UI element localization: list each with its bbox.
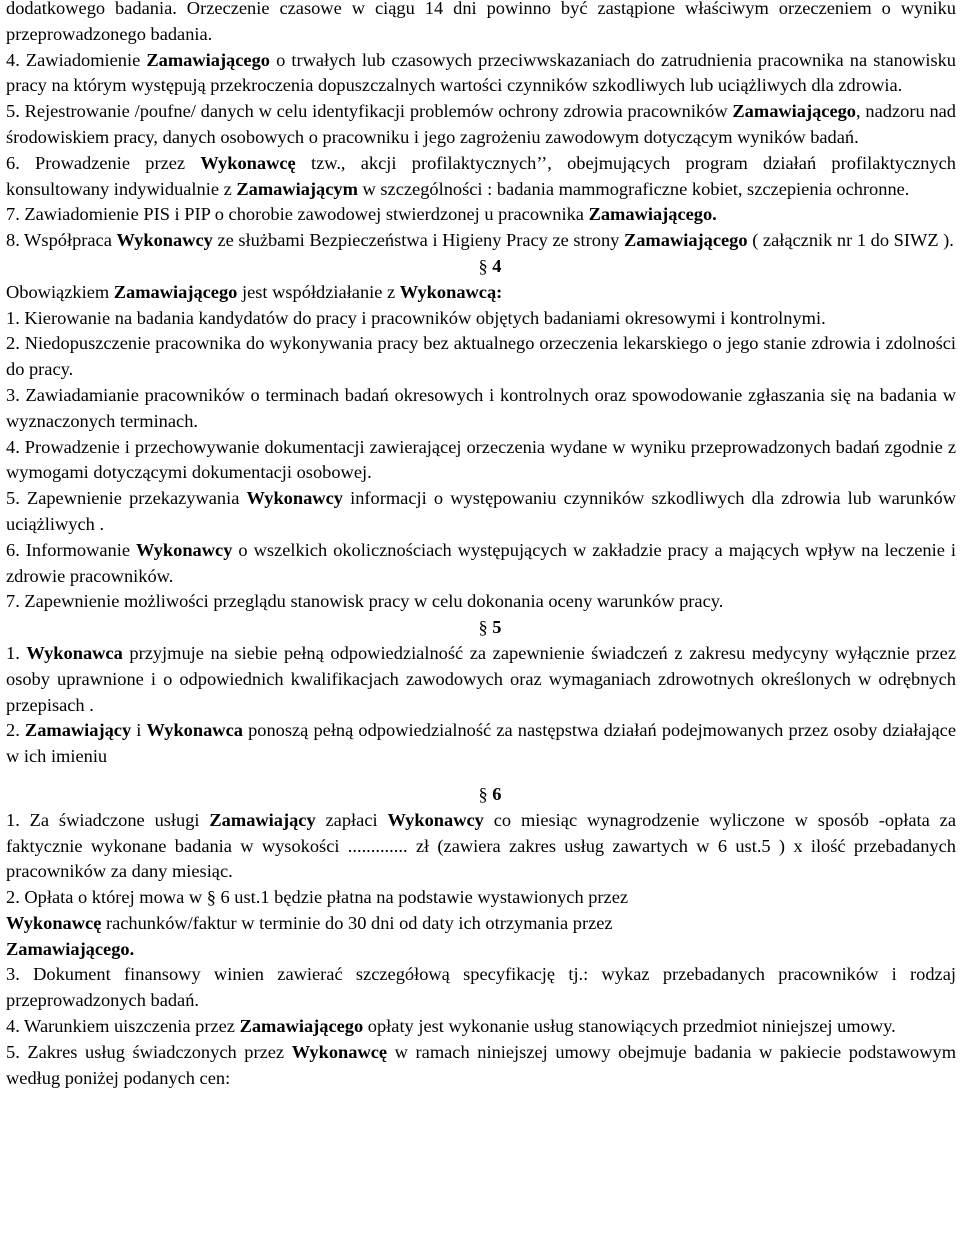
section-4-item-6	[6, 538, 956, 590]
term-zamawiajacy: Zamawiającego	[732, 101, 857, 122]
text: 5. Zakres usług świadczonych przez	[6, 1041, 292, 1062]
text: 1.	[6, 642, 27, 663]
text: 6. Informowanie	[6, 539, 136, 560]
text: o wszelkich okolicznościach występujących w zakładzie pracy a mających wpływ na leczenie i zdrowie pracowników.	[6, 539, 956, 586]
text: przyjmuje na siebie pełną odpowiedzialność za zapewnienie świadczeń z zakresu medycyny wyłącznie przez osoby uprawnione i o odpowiednich kwalifikacjach zawodowych oraz wymaganiach zdrowotnych określonych w odrębnych przepisach .	[6, 642, 956, 715]
text: co miesiąc wynagrodzenie wyliczone w sposób -opłata za faktycznie wykonane badania w wysokości ............. zł (zawiera zakres usług zawartych w 6 ust.5 ) x ilość przebadanych pracowników za dany miesiąc.	[6, 809, 956, 882]
term-wykonawca: Wykonawcy	[116, 230, 213, 251]
text: ponoszą pełną odpowiedzialność za następstwa działań podejmowanych przez osoby działające w ich imieniu	[6, 720, 956, 767]
term-zamawiajacy: Zamawiającego.	[588, 204, 717, 225]
term-wykonawca: Wykonawcy	[246, 488, 343, 509]
text: zapłaci	[315, 809, 388, 830]
term-wykonawca: Wykonawcy	[136, 539, 233, 560]
paragraph-item-6	[6, 151, 956, 203]
text: 4. Zawiadomienie	[6, 49, 147, 70]
text: , nadzoru nad środowiskiem pracy, danych osobowych o pracowniku i jego zagrożeniu zawodowym dotyczącym wyników badań.	[6, 101, 956, 147]
term-zamawiajacy: Zamawiającego	[623, 230, 748, 251]
text: 1. Za świadczone usługi	[6, 809, 210, 830]
section-heading-4	[6, 254, 956, 280]
section-number: 6	[492, 783, 502, 804]
term-zamawiajacy: Zamawiający	[209, 809, 316, 830]
section-4-item-5	[6, 486, 956, 538]
text: i	[131, 720, 147, 741]
text: 7. Zawiadomienie PIS i PIP o chorobie zawodowej stwierdzonej u pracownika	[6, 204, 589, 225]
paragraph-item-7	[6, 202, 956, 228]
text: 4. Warunkiem uiszczenia przez	[6, 1016, 240, 1037]
term-wykonawca: Wykonawcę	[291, 1041, 388, 1062]
text: 6. Prowadzenie przez	[6, 152, 201, 173]
text: 2.	[6, 720, 25, 741]
section-4-item-3: 3. Zawiadamianie pracowników o terminach badań okresowych i kontrolnych oraz spowodowanie zgłaszania się na badania w wyznaczonych terminach.	[6, 384, 956, 431]
text: Obowiązkiem	[6, 281, 114, 302]
section-symbol: §	[478, 617, 488, 638]
section-4-item-4: 4. Prowadzenie i przechowywanie dokumentacji zawierającej orzeczenia wydane w wyniku przeprowadzonych badań zgodnie z wymogami dotyczącymi dokumentacji osobowej.	[6, 436, 956, 483]
text: 5. Rejestrowanie /poufne/ danych w celu identyfikacji problemów ochrony zdrowia pracowników	[6, 101, 733, 122]
text: informacji o występowaniu czynników szkodliwych dla zdrowia lub warunków uciążliwych .	[6, 488, 956, 534]
term-wykonawca: Wykonawca	[146, 720, 243, 741]
term-wykonawca: Wykonawcą:	[399, 281, 503, 302]
term-zamawiajacy: Zamawiającego	[146, 49, 270, 70]
text: jest współdziałanie z	[237, 281, 400, 302]
paragraph-item-8	[6, 228, 956, 254]
term-zamawiajacy: Zamawiającego.	[6, 938, 135, 959]
term-wykonawca: Wykonawcy	[387, 809, 484, 830]
text: opłaty jest wykonanie usług stanowiących przedmiot niniejszej umowy.	[363, 1016, 896, 1037]
text: 8. Współpraca	[6, 230, 117, 251]
section-6-item-1	[6, 808, 956, 885]
section-6-item-2	[6, 885, 956, 962]
text: tzw., akcji profilaktycznych’’, obejmujących program działań profilaktycznych konsultowany indywidualnie z	[6, 152, 956, 199]
term-wykonawca: Wykonawcę	[6, 912, 102, 933]
section-5-item-2	[6, 718, 956, 770]
term-zamawiajacy: Zamawiającego	[113, 281, 238, 302]
section-6-item-4	[6, 1014, 956, 1040]
section-5-item-1	[6, 641, 956, 718]
paragraph-item-4	[6, 48, 956, 100]
paragraph-continuation: dodatkowego badania. Orzeczenie czasowe w ciągu 14 dni powinno być zastąpione właściwym orzeczeniem o wyniku przeprowadzonego badania.	[6, 0, 956, 44]
term-wykonawca: Wykonawcę	[200, 152, 296, 173]
text: 5. Zapewnienie przekazywania	[6, 488, 247, 509]
section-4-item-2: 2. Niedopuszczenie pracownika do wykonywania pracy bez aktualnego orzeczenia lekarskiego o jego stanie zdrowia i zdolności do pracy.	[6, 333, 956, 380]
term-zamawiajacy: Zamawiającym	[236, 178, 358, 199]
text: w szczególności : badania mammograficzne kobiet, szczepienia ochronne.	[357, 178, 910, 199]
text: 2. Opłata o której mowa w § 6 ust.1 będzie płatna na podstawie wystawionych przez	[6, 887, 629, 908]
section-symbol: §	[478, 783, 488, 804]
text: o trwałych lub czasowych przeciwwskazaniach do zatrudnienia pracownika na stanowisku pracy na którym występują przekroczenia dopuszczalnych wartości czynników szkodliwych lub uciążliwych dla zdrowia.	[6, 49, 956, 96]
section-number: 5	[492, 617, 502, 638]
term-wykonawca: Wykonawca	[26, 642, 123, 663]
term-zamawiajacy: Zamawiającego	[239, 1016, 364, 1037]
text: rachunków/faktur w terminie do 30 dni od daty ich otrzymania przez	[101, 912, 613, 933]
section-4-item-7: 7. Zapewnienie możliwości przeglądu stanowisk pracy w celu dokonania oceny warunków pracy.	[6, 591, 724, 612]
section-4-intro	[6, 280, 956, 306]
paragraph-item-5	[6, 99, 956, 151]
text: w ramach niniejszej umowy obejmuje badania w pakiecie podstawowym według poniżej podanych cen:	[6, 1041, 956, 1088]
text: ze służbami Bezpieczeństwa i Higieny Pracy ze strony	[212, 230, 624, 251]
term-zamawiajacy: Zamawiający	[24, 720, 132, 741]
section-6-item-5	[6, 1040, 956, 1092]
section-6-item-3: 3. Dokument finansowy winien zawierać szczegółową specyfikację tj.: wykaz przebadanych pracowników i rodzaj przeprowadzonych badań.	[6, 964, 956, 1011]
section-heading-6	[6, 782, 956, 808]
section-heading-5	[6, 615, 956, 641]
section-number: 4	[492, 255, 502, 276]
text: ( załącznik nr 1 do SIWZ ).	[752, 230, 954, 251]
section-4-item-1: 1. Kierowanie na badania kandydatów do pracy i pracowników objętych badaniami okresowymi i kontrolnymi.	[6, 307, 826, 328]
section-symbol: §	[478, 255, 488, 276]
